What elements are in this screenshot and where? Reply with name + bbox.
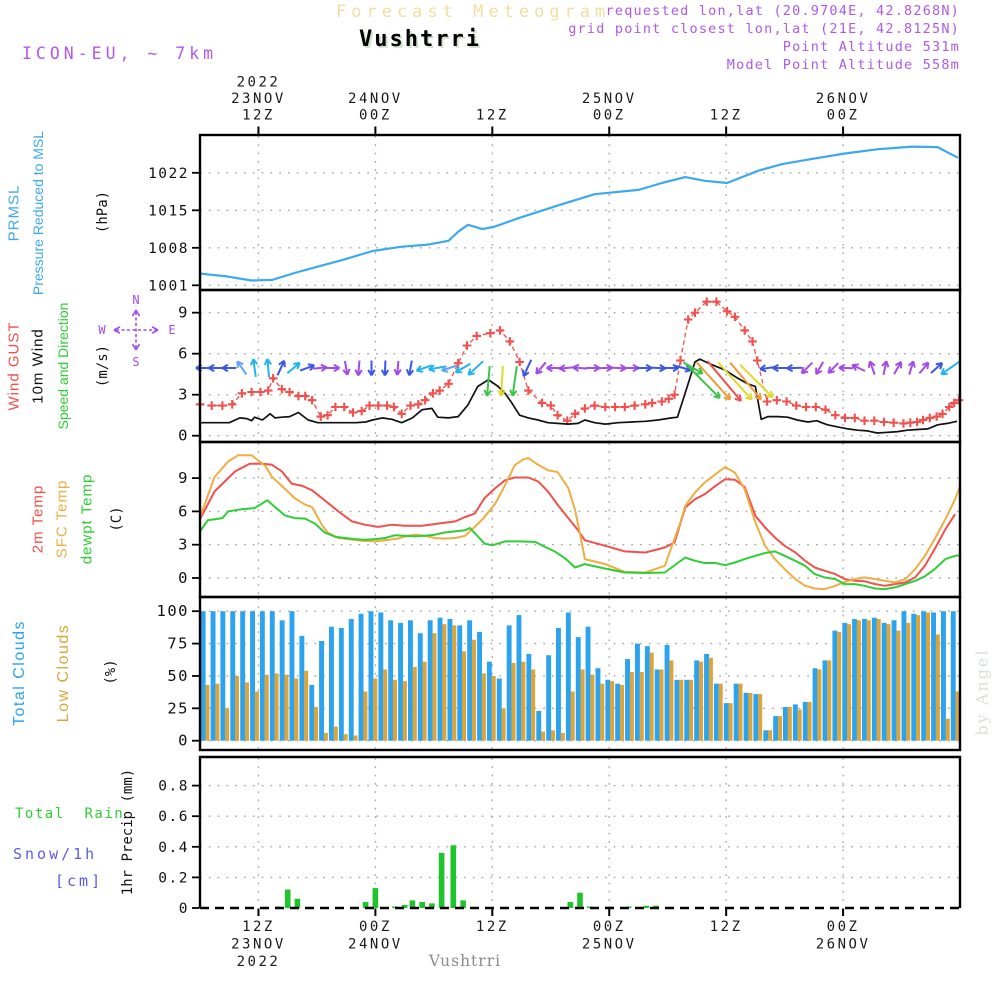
precip-bar: [285, 890, 291, 908]
low-cloud-bar: [511, 663, 515, 741]
low-cloud-bar: [837, 632, 841, 741]
bottom-date-label: 24NOV: [348, 936, 403, 953]
total-cloud-bar: [201, 611, 206, 741]
total-cloud-bar: [319, 641, 324, 741]
temperature-panel-border: [200, 442, 960, 597]
total-cloud-bar: [378, 613, 383, 741]
low-cloud-bar: [373, 679, 377, 741]
low-cloud-bar: [334, 727, 338, 741]
low-cloud-bar: [393, 680, 397, 741]
low-cloud-bar: [748, 693, 752, 741]
top-date-label: 23NOV: [231, 91, 286, 107]
wind-arrow-head: [429, 369, 435, 371]
total-cloud-bar: [694, 660, 699, 740]
low-cloud-bar: [314, 707, 318, 741]
y-tick-label: 9: [178, 469, 189, 488]
total-cloud-bar: [892, 620, 897, 740]
snow-unit-label: [cm]: [55, 872, 104, 890]
total-cloud-bar: [359, 614, 364, 741]
low-cloud-bar: [738, 684, 742, 741]
total-cloud-bar: [744, 693, 749, 741]
total-cloud-bar: [477, 632, 482, 741]
low-cloud-bar: [294, 679, 298, 741]
low-cloud-bar: [650, 653, 654, 741]
total-cloud-bar: [882, 623, 887, 741]
point-altitude: Point Altitude 531m: [782, 39, 960, 55]
low-cloud-bar: [788, 707, 792, 741]
y-tick-label: 0.8: [158, 778, 189, 795]
y-tick-label: 0: [178, 731, 189, 750]
y-tick-label: 1015: [148, 203, 189, 220]
low-cloud-bar: [709, 658, 713, 741]
precip-bar: [295, 899, 301, 908]
precip-bar: [451, 845, 457, 908]
low-cloud-bar: [857, 620, 861, 740]
low-cloud-bar: [472, 640, 476, 741]
total-cloud-bar: [240, 611, 245, 741]
low-cloud-bar: [383, 670, 387, 741]
total-cloud-bar: [280, 620, 285, 740]
low-cloud-bar: [768, 730, 772, 740]
low-cloud-bar: [877, 619, 881, 741]
wind-arrow-head: [936, 363, 942, 364]
low-cloud-bar: [482, 673, 486, 740]
snow-label: Snow/1h: [13, 845, 98, 863]
model-point-altitude: Model Point Altitude 558m: [726, 57, 960, 73]
low-cloud-bar: [354, 736, 358, 741]
low-cloud-bar: [916, 615, 920, 741]
total-cloud-bar: [448, 619, 453, 741]
total-cloud-bar: [526, 654, 531, 741]
low-cloud-bar: [521, 662, 525, 741]
low-cloud-bar: [344, 734, 348, 741]
footer-station: Vushtrri: [428, 952, 502, 970]
y-tick-label: 0.6: [158, 809, 189, 826]
low-cloud-bar: [502, 708, 506, 740]
total-cloud-bar: [773, 716, 778, 741]
total-cloud-bar: [260, 611, 265, 741]
wind-10m-label: 10m Wind: [29, 328, 47, 404]
pressure-label-prmsl: PRMSL: [5, 184, 23, 242]
grid-point-coords: grid point closest lon,lat (21E, 42.8125N): [568, 21, 960, 37]
total-cloud-bar: [299, 636, 304, 741]
total-cloud-bar: [566, 613, 571, 741]
gust-line: [200, 302, 959, 424]
low-cloud-bar: [225, 708, 229, 740]
top-time-label: 12Z: [242, 107, 275, 124]
total-cloud-bar: [428, 620, 433, 740]
total-cloud-bar: [398, 623, 403, 741]
y-tick-label: 25: [167, 699, 189, 718]
total-cloud-bar: [921, 611, 926, 741]
total-cloud-bar: [704, 654, 709, 741]
total-cloud-bar: [457, 625, 462, 740]
wind-arrow-head: [308, 364, 314, 365]
top-time-label: 12Z: [709, 107, 743, 124]
low-cloud-bar: [581, 670, 585, 741]
low-cloud-bar: [215, 684, 219, 741]
wind-arrow-head: [293, 363, 299, 364]
cloud-unit-label: (%): [103, 659, 119, 685]
low-cloud-bar: [640, 672, 644, 741]
wind-unit-label: (m/s): [95, 344, 111, 388]
model-label: ICON-EU, ~ 7km: [22, 44, 218, 63]
total-cloud-bar: [290, 611, 295, 741]
total-cloud-bar: [497, 679, 502, 741]
total-cloud-bar: [684, 680, 689, 741]
total-cloud-bar: [941, 611, 946, 741]
top-date-label: 24NOV: [348, 91, 403, 107]
low-cloud-bar: [413, 667, 417, 741]
low-cloud-bar: [926, 613, 930, 741]
total-cloud-bar: [872, 618, 877, 741]
total-cloud-bar: [931, 613, 936, 741]
low-cloud-bar: [561, 733, 565, 741]
y-tick-label: 3: [178, 385, 189, 404]
wind-arrow: [941, 362, 959, 375]
low-cloud-bar: [531, 670, 535, 741]
wind-arrow-head: [237, 361, 238, 368]
low-cloud-bar: [620, 685, 624, 741]
total-cloud-bar: [220, 611, 225, 741]
y-tick-label: 0: [178, 901, 189, 917]
top-time-label: 00Z: [826, 107, 860, 124]
requested-coords: requested lon,lat (20.9704E, 42.8268N): [605, 3, 960, 19]
bottom-date-label: 23NOV: [231, 936, 286, 953]
pressure-label-long: Pressure Reduced to MSL: [30, 130, 46, 296]
total-cloud-bar: [369, 611, 374, 741]
wind-arrow-head: [760, 393, 761, 399]
low-cloud-bar: [679, 680, 683, 741]
total-cloud-bar: [714, 684, 719, 741]
total-cloud-bar: [724, 703, 729, 741]
wind-arrow-head: [442, 371, 448, 372]
total-cloud-bar: [507, 625, 512, 740]
compass-s: S: [132, 355, 140, 369]
wind-arrow-head: [760, 369, 766, 371]
low-cloud-bar: [255, 692, 259, 741]
low-cloud-bar: [659, 670, 663, 741]
station-title: Vushtrri: [359, 27, 481, 52]
low-cloud-bar: [798, 710, 802, 741]
total-cloud-bar: [596, 668, 601, 741]
total-cloud-bar: [813, 668, 818, 741]
y-tick-label: 75: [167, 634, 189, 653]
total-cloud-bar: [615, 684, 620, 741]
total-cloud-bar: [339, 628, 344, 741]
cloud-total-label: Total Clouds: [11, 619, 28, 727]
low-cloud-bar: [304, 671, 308, 741]
bottom-date-label: 26NOV: [815, 936, 871, 953]
cloud-low-label: Low Clouds: [55, 623, 72, 723]
low-cloud-bar: [363, 692, 367, 741]
total-cloud-bar: [823, 660, 828, 740]
low-cloud-bar: [541, 732, 545, 741]
total-cloud-bar: [655, 670, 660, 741]
total-cloud-bar: [902, 611, 907, 741]
low-cloud-bar: [462, 651, 466, 740]
total-cloud-bar: [803, 702, 808, 741]
low-cloud-bar: [719, 684, 723, 741]
top-time-label: 00Z: [358, 107, 392, 124]
low-cloud-bar: [403, 681, 407, 741]
low-cloud-bar: [896, 631, 900, 741]
total-cloud-bar: [852, 619, 857, 741]
low-cloud-bar: [423, 662, 427, 741]
low-cloud-bar: [936, 635, 940, 741]
total-cloud-bar: [793, 704, 798, 740]
low-cloud-bar: [571, 692, 575, 741]
wind-speeddir-label: Speed and Direction: [55, 302, 71, 430]
bottom-time-label: 00Z: [826, 919, 860, 935]
total-cloud-bar: [270, 611, 275, 741]
low-cloud-bar: [324, 733, 328, 741]
precip-bar: [373, 888, 379, 908]
total-cloud-bar: [842, 623, 847, 741]
wind-arrow-head: [729, 393, 730, 399]
low-cloud-bar: [432, 633, 436, 741]
low-cloud-bar: [669, 660, 673, 740]
bottom-year-label: 2022: [236, 954, 281, 970]
wind-arrow-head: [251, 359, 253, 365]
total-cloud-bar: [388, 620, 393, 740]
wind-arrow-head: [941, 374, 948, 375]
top-date-label: 25NOV: [581, 91, 637, 107]
total-cloud-bar: [753, 694, 758, 741]
wind-arrow-head: [740, 395, 741, 401]
low-cloud-bar: [906, 623, 910, 741]
total-cloud-bar: [832, 631, 837, 741]
total-cloud-bar: [517, 615, 522, 741]
temp-2m-label: 2m Temp: [29, 484, 47, 554]
credit-watermark: by Angel: [972, 648, 992, 736]
total-cloud-bar: [645, 646, 650, 741]
precip-bar: [577, 893, 583, 908]
low-cloud-bar: [600, 684, 604, 741]
wind-gust-label: Wind GUST: [5, 321, 23, 411]
total-cloud-bar: [250, 611, 255, 741]
total-cloud-bar: [487, 662, 492, 741]
bottom-time-label: 12Z: [475, 919, 509, 935]
precip-bar: [439, 853, 445, 908]
wind-arrow-head: [869, 361, 870, 367]
compass-w: W: [98, 323, 106, 337]
bottom-time-label: 12Z: [242, 919, 275, 935]
low-cloud-bar: [778, 716, 782, 741]
total-cloud-bar: [556, 628, 561, 741]
top-time-label: 00Z: [592, 107, 626, 124]
low-cloud-bar: [689, 680, 693, 741]
y-tick-label: 0: [178, 426, 189, 445]
total-cloud-bar: [951, 611, 956, 741]
total-cloud-bar: [675, 680, 680, 741]
low-cloud-bar: [867, 620, 871, 740]
wind-arrow-head: [347, 369, 349, 375]
total-cloud-bar: [665, 645, 670, 741]
y-tick-label: 1008: [148, 240, 189, 257]
y-tick-label: 1022: [148, 165, 189, 182]
y-tick-label: 0.2: [158, 870, 189, 887]
rain-label: Total Rain: [15, 806, 125, 822]
low-cloud-bar: [235, 676, 239, 741]
total-cloud-bar: [211, 611, 216, 741]
total-cloud-bar: [734, 684, 739, 741]
low-cloud-bar: [205, 685, 209, 741]
temp-dewpt-label: dewpt Temp: [78, 473, 96, 565]
y-tick-label: 3: [178, 535, 189, 554]
low-cloud-bar: [886, 624, 890, 741]
low-cloud-bar: [729, 703, 733, 741]
low-cloud-bar: [847, 624, 851, 741]
total-cloud-bar: [438, 618, 443, 741]
top-date-label: 26NOV: [815, 91, 871, 107]
low-cloud-bar: [492, 676, 496, 741]
wind-compass: [88, 286, 188, 378]
pressure-unit-label: (hPa): [95, 190, 111, 234]
total-cloud-bar: [783, 707, 788, 741]
total-cloud-bar: [586, 627, 591, 741]
precip-panel-border: [200, 757, 960, 908]
bottom-time-label: 12Z: [709, 919, 743, 935]
low-cloud-bar: [590, 675, 594, 741]
wind-arrow-head: [417, 371, 423, 372]
wind-arrow-head: [750, 393, 751, 399]
y-tick-label: 100: [156, 602, 189, 621]
pressure-line: [200, 147, 958, 281]
y-tick-label: 6: [178, 344, 189, 363]
precip-bar: [644, 906, 650, 908]
low-cloud-bar: [265, 675, 269, 741]
total-cloud-bar: [349, 619, 354, 741]
compass-n: N: [132, 293, 140, 307]
low-cloud-bar: [551, 730, 555, 740]
total-cloud-bar: [576, 637, 581, 741]
low-cloud-bar: [946, 719, 950, 741]
total-cloud-bar: [536, 711, 541, 741]
temp-sfc-label: SFC Temp: [53, 479, 71, 559]
low-cloud-bar: [610, 681, 614, 741]
total-cloud-bar: [911, 614, 916, 741]
total-cloud-bar: [329, 627, 334, 741]
low-cloud-bar: [817, 670, 821, 741]
top-year-label: 2022: [236, 74, 281, 91]
total-cloud-bar: [862, 619, 867, 741]
low-cloud-bar: [808, 702, 812, 741]
y-tick-label: 0: [178, 569, 189, 587]
y-tick-label: 9: [178, 303, 189, 322]
temp-unit-label: (C): [109, 506, 125, 532]
y-tick-label: 6: [178, 502, 189, 521]
low-cloud-bar: [442, 624, 446, 741]
y-tick-label: 0.4: [158, 839, 189, 856]
low-cloud-bar: [452, 625, 456, 740]
total-cloud-bar: [418, 633, 423, 741]
y-tick-label: 50: [167, 666, 189, 685]
precip-bar: [419, 902, 425, 908]
low-cloud-bar: [758, 694, 762, 741]
bottom-time-label: 00Z: [592, 919, 626, 935]
total-cloud-bar: [625, 659, 630, 741]
total-cloud-bar: [635, 644, 640, 741]
total-cloud-bar: [309, 685, 314, 741]
total-cloud-bar: [605, 680, 610, 741]
low-cloud-bar: [699, 662, 703, 741]
figure-title: Forecast Meteogram: [336, 2, 611, 22]
total-cloud-bar: [546, 655, 551, 741]
low-cloud-bar: [827, 660, 831, 740]
wind-arrow: [468, 361, 483, 375]
top-time-label: 12Z: [475, 107, 509, 124]
bottom-date-label: 25NOV: [581, 936, 637, 953]
compass-e: E: [168, 323, 176, 337]
bottom-time-label: 00Z: [358, 919, 392, 935]
total-cloud-bar: [408, 620, 413, 740]
low-cloud-bar: [630, 672, 634, 741]
low-cloud-bar: [275, 673, 279, 740]
total-cloud-bar: [467, 620, 472, 740]
low-cloud-bar: [245, 682, 249, 740]
precip-unit-label: 1hr Precip (mm): [120, 768, 136, 896]
gust-markers: [196, 297, 964, 427]
y-tick-label: 1001: [148, 278, 189, 295]
total-cloud-bar: [763, 730, 768, 740]
total-cloud-bar: [230, 611, 235, 741]
low-cloud-bar: [284, 675, 288, 741]
